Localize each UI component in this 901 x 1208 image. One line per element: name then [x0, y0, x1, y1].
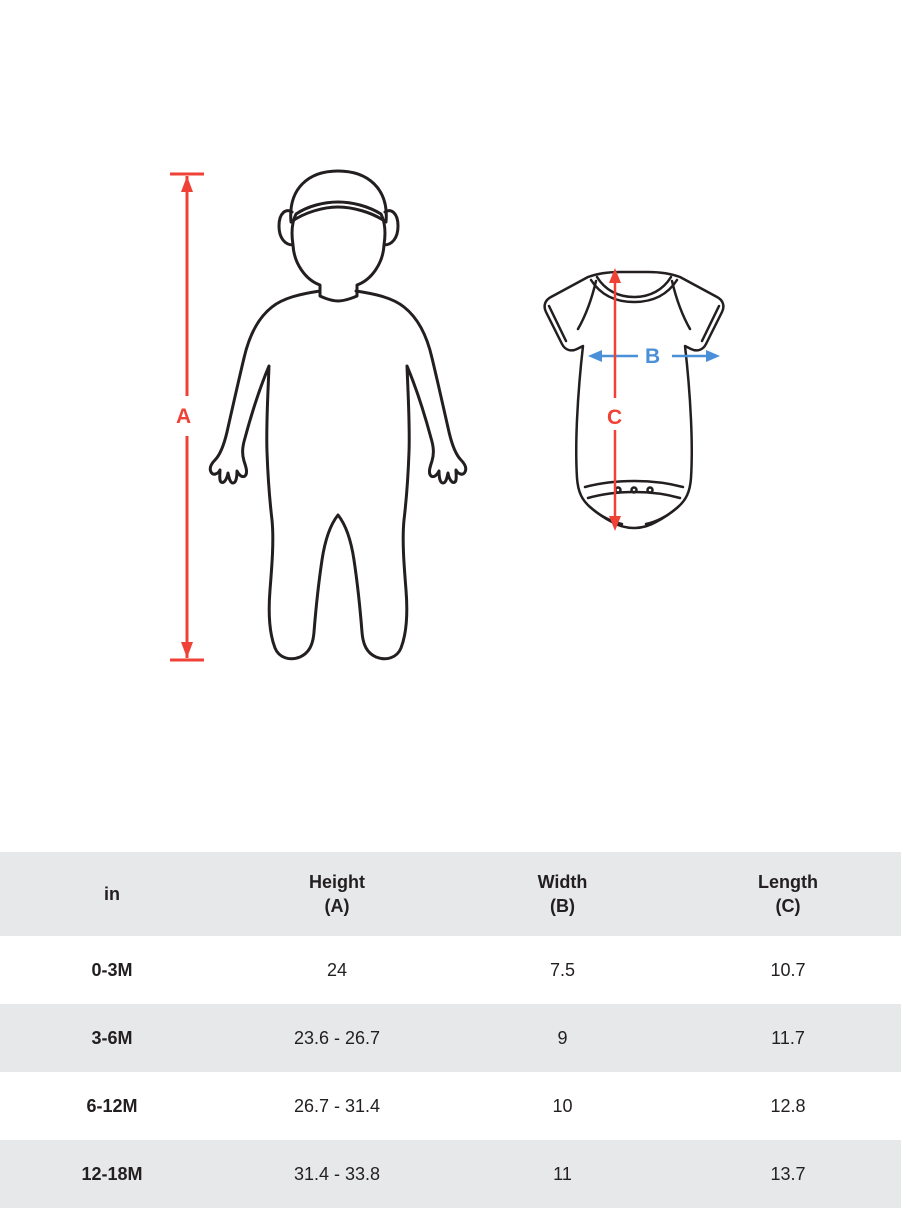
table-row [0, 1072, 901, 1140]
cell-height: 24 [326, 959, 348, 980]
table-row [0, 936, 901, 1004]
table-row [0, 1140, 901, 1208]
cell-size: 12-18M [81, 1163, 143, 1184]
length-dimension-label: C [607, 406, 623, 429]
baby-figure [210, 171, 466, 659]
cell-length: 11.7 [771, 1027, 805, 1048]
height-dimension-label: A [176, 405, 192, 428]
cell-length: 12.8 [770, 1095, 806, 1116]
table-header [0, 852, 901, 936]
cell-width: 10 [552, 1095, 573, 1116]
cell-width: 11 [553, 1163, 572, 1184]
column-header-height-sub: (A) [324, 896, 350, 916]
table-body [0, 936, 901, 1208]
cell-size: 6-12M [86, 1095, 138, 1116]
cell-size: 3-6M [91, 1027, 133, 1048]
column-header-unit [0, 852, 224, 936]
bodysuit-figure [545, 272, 724, 528]
size-table [0, 852, 901, 1208]
column-header-width [450, 852, 675, 936]
cell-width: 7.5 [549, 959, 576, 980]
column-header-unit-label: in [104, 883, 120, 904]
cell-height: 31.4 - 33.8 [293, 1163, 381, 1184]
cell-length: 10.7 [770, 959, 806, 980]
table-header-row [0, 852, 901, 936]
table-row [0, 1004, 901, 1072]
column-header-height [224, 852, 450, 936]
column-header-length-sub: (C) [775, 896, 801, 916]
cell-length: 13.7 [770, 1163, 806, 1184]
cell-size: 0-3M [91, 959, 133, 980]
width-dimension-label: B [645, 345, 661, 368]
column-header-length-label: Length [758, 871, 818, 892]
cell-width: 9 [557, 1027, 568, 1048]
column-header-width-sub: (B) [550, 896, 575, 916]
column-header-length [675, 852, 901, 936]
cell-height: 26.7 - 31.4 [293, 1095, 381, 1116]
cell-height: 23.6 - 26.7 [293, 1027, 381, 1048]
column-header-height-label: Height [309, 871, 365, 892]
column-header-width-label: Width [537, 871, 588, 892]
